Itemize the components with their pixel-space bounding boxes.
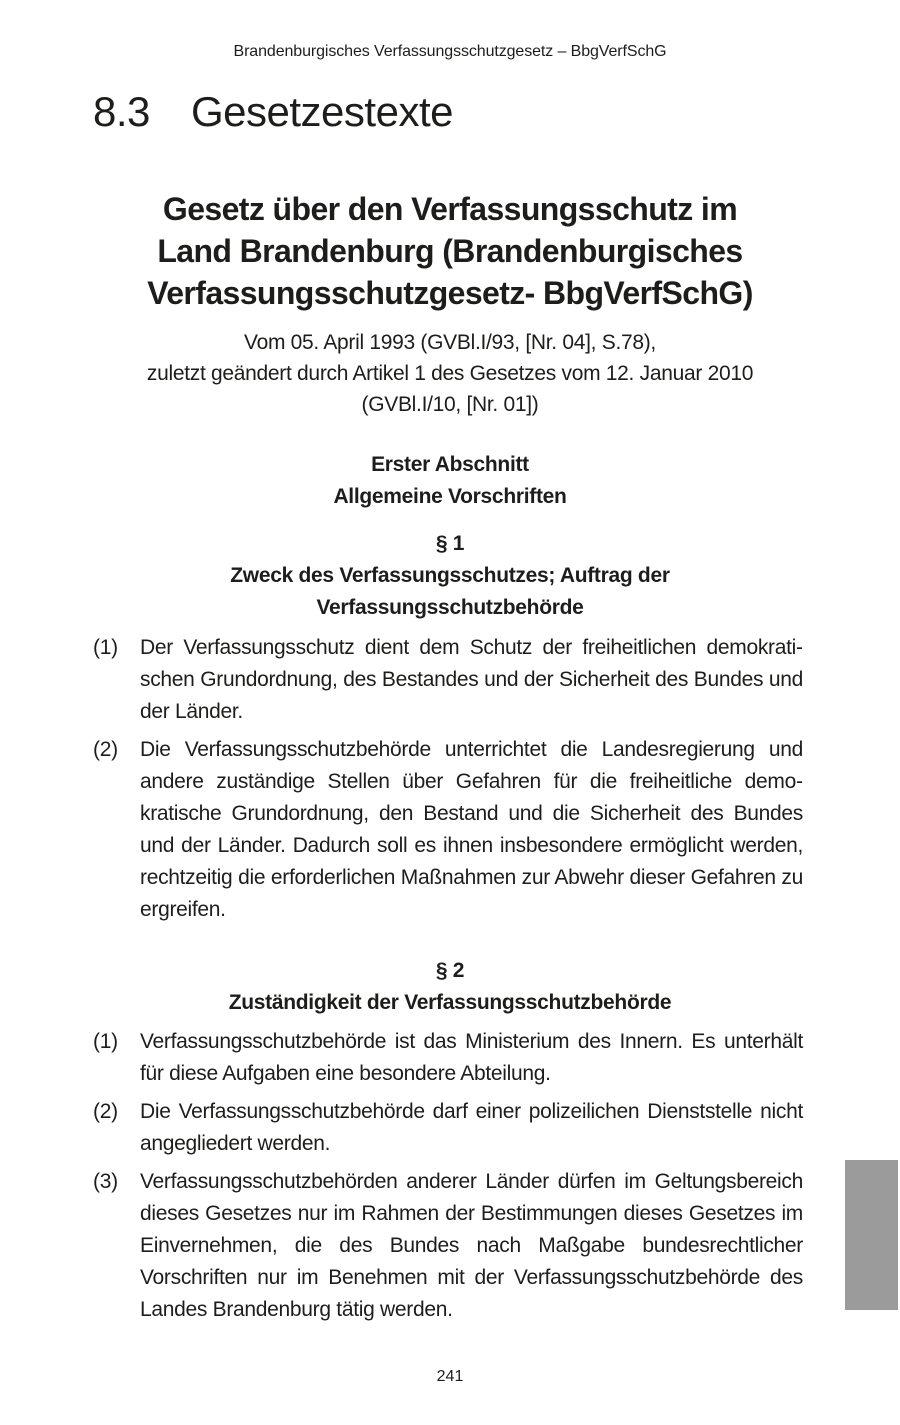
part-title: Allgemeine Vorschriften	[333, 485, 567, 508]
clause-1-1	[93, 632, 803, 728]
clause-number: (2)	[93, 1100, 118, 1123]
part-label: Erster Abschnitt	[371, 453, 529, 476]
law-meta	[0, 327, 900, 420]
clause-2-3	[93, 1166, 803, 1326]
clause-2-2	[93, 1096, 803, 1160]
law-meta-line: Vom 05. April 1993 (GVBl.I/93, [Nr. 04], S.78),	[244, 331, 656, 354]
paragraph-2-body	[93, 1026, 803, 1332]
law-meta-line: (GVBl.I/10, [Nr. 01])	[361, 393, 539, 416]
thumb-index-tab	[845, 1160, 898, 1310]
clause-number: (3)	[93, 1170, 118, 1193]
paragraph-sign: § 2	[435, 959, 465, 982]
paragraph-sign: § 1	[435, 532, 465, 555]
clause-1-2	[93, 734, 803, 926]
paragraph-2-heading	[0, 955, 900, 1019]
clause-text: Die Verfassungsschutzbehörde unterrichtet die Landesregierung und andere zuständige Stellen über Gefahren für die freiheitliche demokratische Grundordnung, den Bestand und die Sicherheit des Bundes und der Länder. Dadurch soll es ihnen insbesondere ermöglicht werden, rechtzeitig die erforderlichen Maßnahmen zur Abwehr dieser Gefahren zu ergreifen.	[140, 738, 803, 921]
paragraph-1-body	[93, 632, 803, 932]
section-heading	[93, 88, 453, 136]
clause-number: (1)	[93, 636, 118, 659]
paragraph-1-heading	[0, 528, 900, 624]
clause-text: Verfassungsschutzbehörde ist das Ministerium des Innern. Es unterhält für diese Aufgaben eine besondere Abteilung.	[140, 1030, 803, 1085]
law-title	[0, 188, 900, 314]
clause-2-1	[93, 1026, 803, 1090]
page-number: 241	[436, 1368, 464, 1385]
law-title-line: Land Brandenburg (Brandenburgisches	[157, 233, 743, 269]
section-title: Gesetzestexte	[191, 88, 453, 135]
clause-text: Die Verfassungsschutzbehörde darf einer polizeilichen Dienststelle nicht angegliedert werden.	[140, 1100, 803, 1155]
section-number: 8.3	[93, 88, 150, 135]
clause-text: Der Verfassungsschutz dient dem Schutz der freiheitlichen demokratischen Grundordnung, des Bestandes und der Sicherheit des Bundes und der Länder.	[140, 636, 803, 723]
part-heading	[0, 449, 900, 513]
paragraph-title-line: Zweck des Verfassungsschutzes; Auftrag der	[230, 564, 670, 587]
law-title-line: Verfassungsschutzgesetz- BbgVerfSchG)	[147, 275, 753, 311]
clause-text: Verfassungsschutzbehörden anderer Länder dürfen im Geltungsbereich dieses Gesetzes nur im Rahmen der Bestimmungen dieses Gesetzes im Einvernehmen, die des Bundes nach Maßgabe bundesrechtlicher Vorschriften nur im Benehmen mit der Verfassungsschutzbehörde des Landes Brandenburg tätig werden.	[140, 1170, 803, 1321]
clause-number: (1)	[93, 1030, 118, 1053]
clause-number: (2)	[93, 738, 118, 761]
paragraph-title-line: Verfassungsschutzbehörde	[316, 596, 584, 619]
law-meta-line: zuletzt geändert durch Artikel 1 des Gesetzes vom 12. Januar 2010	[146, 362, 754, 385]
running-header: Brandenburgisches Verfassungsschutzgesetz – BbgVerfSchG	[233, 43, 667, 60]
paragraph-title-line: Zuständigkeit der Verfassungsschutzbehörde	[228, 991, 672, 1014]
law-title-line: Gesetz über den Verfassungsschutz im	[162, 191, 738, 227]
